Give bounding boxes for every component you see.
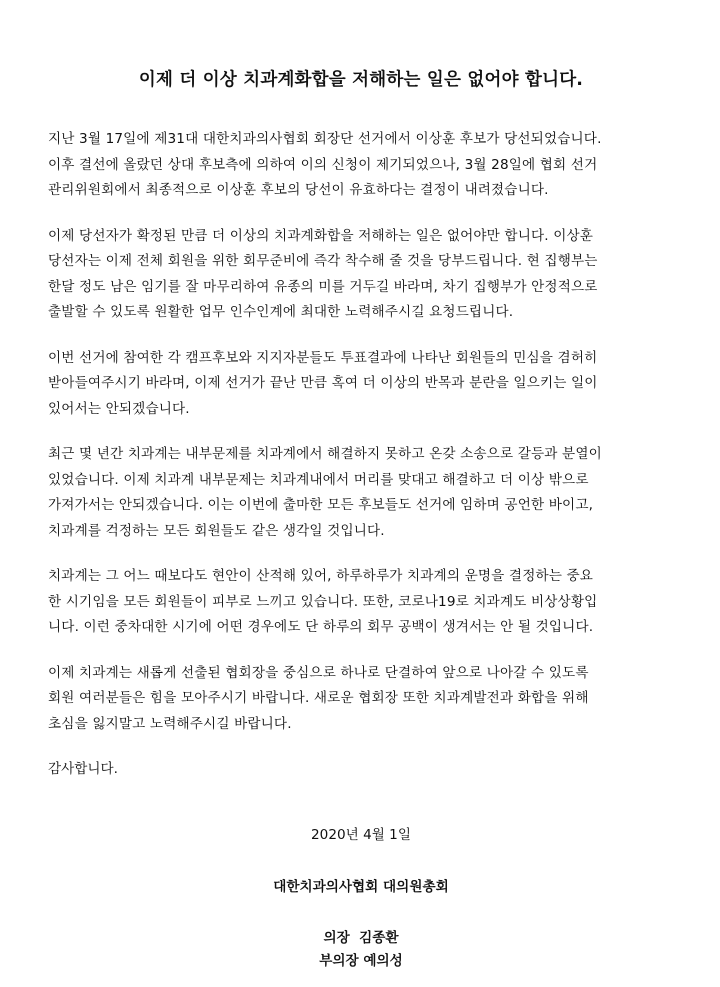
- paragraph-line: 이제 치과계는 새롭게 선출된 협회장을 중심으로 하나로 단결하여 앞으로 나아갈 수 있도록: [48, 664, 589, 681]
- body-paragraph: [48, 127, 674, 204]
- paragraph-line: 최근 몇 년간 치과계는 내부문제를 치과계에서 해결하지 못하고 온갖 소송으로 갈등과 분열이: [48, 446, 602, 462]
- paragraph-line: 이제 당선자가 확정된 만큼 더 이상의 치과계화합을 저해하는 일은 없어야만 합니다. 이상훈: [48, 227, 594, 244]
- paragraph-line: 가져가서는 안되겠습니다. 이는 이번에 출마한 모든 후보들도 선거에 임하며 공언한 바이고,: [48, 497, 594, 513]
- paragraph-line: 니다. 이런 중차대한 시기에 어떤 경우에도 단 하루의 회무 공백이 생겨서는 안 될 것입니다.: [48, 619, 594, 635]
- paragraph-line: 한달 정도 남은 임기를 잘 마무리하여 유종의 미를 거두길 바라며, 차기 집행부가 안정적으로: [48, 278, 598, 295]
- body-paragraph: [48, 224, 674, 326]
- paragraph-line: 회원 여러분들은 힘을 모아주시기 바랍니다. 새로운 협회장 또한 치과계발전과 화합을 위해: [48, 690, 589, 706]
- paragraph-line: 이번 선거에 참여한 각 캠프후보와 지지자분들도 투표결과에 나타난 회원들의 민심을 겸허히: [48, 349, 598, 366]
- document-body: [48, 127, 674, 737]
- issuing-organization: 대한치과의사협회 대의원총회: [273, 879, 449, 895]
- document-title: 이제 더 이상 치과계화합을 저해하는 일은 없어야 합니다.: [138, 70, 584, 90]
- paragraph-line: 한 시기임을 모든 회원들이 피부로 느끼고 있습니다. 또한, 코로나19로 치과계도 비상상황입: [48, 593, 598, 610]
- chair-signatory: 의장 김종환: [323, 930, 399, 946]
- paragraph-line: 치과계는 그 어느 때보다도 현안이 산적해 있어, 하루하루가 치과계의 운명을 결정하는 중요: [48, 568, 594, 584]
- signatory-block: [48, 927, 674, 973]
- paragraph-line: 있었습니다. 이제 치과계 내부문제는 치과계내에서 머리를 맞대고 해결하고 더 이상 밖으로: [48, 471, 589, 488]
- body-paragraph: [48, 661, 674, 738]
- paragraph-line: 치과계를 걱정하는 모든 회원들도 같은 생각일 것입니다.: [48, 522, 385, 539]
- paragraph-line: 이후 결선에 올랐던 상대 후보측에 의하여 이의 신청이 제기되었으나, 3월 28일에 협회 선거: [48, 156, 598, 173]
- paragraph-line: 관리위원회에서 최종적으로 이상훈 후보의 당선이 유효하다는 결정이 내려졌습니다.: [48, 182, 549, 198]
- vice-chair-signatory: 부의장 예의성: [319, 953, 403, 969]
- paragraph-line: 지난 3월 17일에 제31대 대한치과의사협회 회장단 선거에서 이상훈 후보가 당선되었습니다.: [48, 131, 602, 147]
- paragraph-line: 받아들여주시기 바라며, 이제 선거가 끝난 만큼 혹여 더 이상의 반목과 분란을 일으키는 일이: [48, 375, 598, 391]
- body-paragraph: [48, 346, 674, 423]
- paragraph-line: 당선자는 이제 전체 회원을 위한 회무준비에 즉각 착수해 줄 것을 당부드립니다. 현 집행부는: [48, 253, 598, 269]
- document-date: 2020년 4월 1일: [311, 827, 411, 843]
- paragraph-line: 있어서는 안되겠습니다.: [48, 400, 190, 417]
- body-paragraph: [48, 564, 674, 641]
- paragraph-line: 초심을 잃지말고 노력해주시길 바랍니다.: [48, 715, 292, 732]
- paragraph-line: 출발할 수 있도록 원활한 업무 인수인계에 최대한 노력해주시길 요청드립니다.: [48, 304, 514, 320]
- body-paragraph: [48, 442, 674, 544]
- closing-text: 감사합니다.: [48, 761, 118, 777]
